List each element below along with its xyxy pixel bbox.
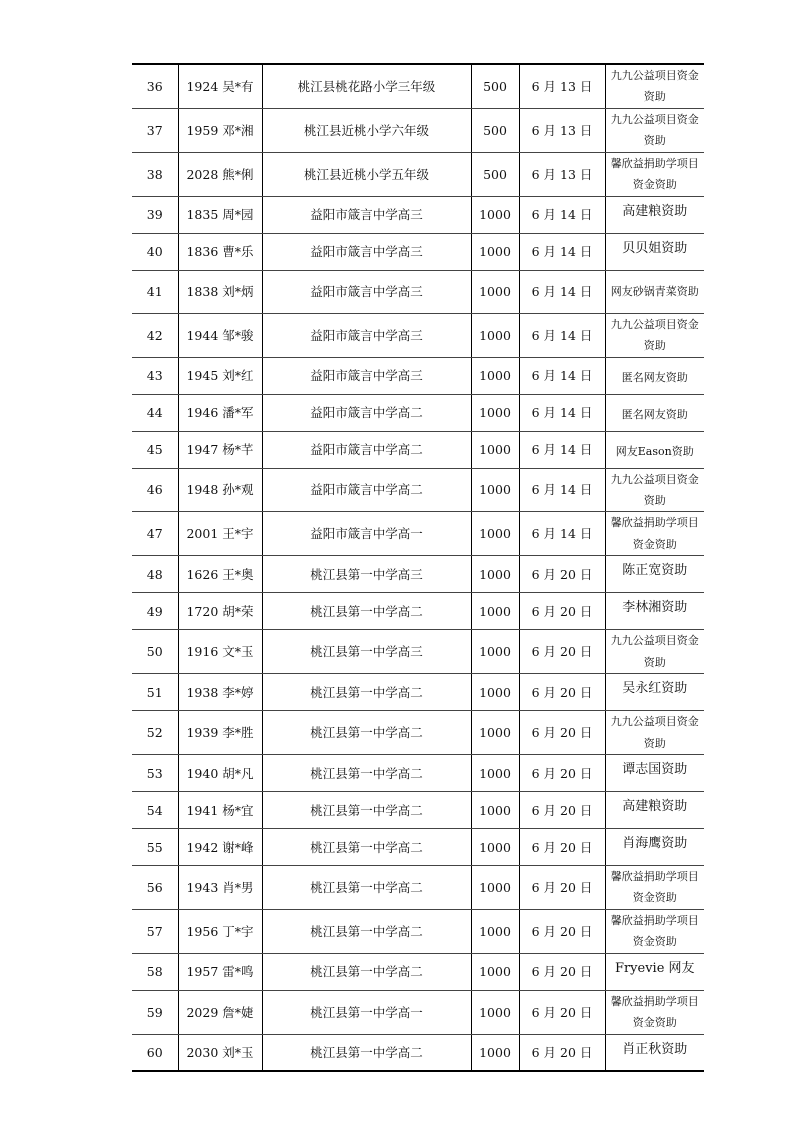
funding-source-cell: 九九公益项目资金资助 [605, 108, 704, 152]
date-cell: 6 月 14 日 [519, 394, 605, 431]
table-row [132, 512, 704, 556]
student-id-name-cell: 1947 杨*芊 [178, 431, 262, 468]
date-cell: 6 月 14 日 [519, 196, 605, 233]
student-id-name-cell: 1956 丁*宇 [178, 909, 262, 953]
table-row [132, 431, 704, 468]
amount-cell: 1000 [471, 866, 519, 910]
date-cell: 6 月 14 日 [519, 431, 605, 468]
amount-cell: 1000 [471, 829, 519, 866]
funding-source-cell: 九九公益项目资金资助 [605, 468, 704, 512]
row-number-cell: 44 [132, 394, 178, 431]
date-cell: 6 月 20 日 [519, 829, 605, 866]
row-number-cell: 45 [132, 431, 178, 468]
school-grade-cell: 桃江县近桃小学五年级 [262, 152, 471, 196]
amount-cell: 1000 [471, 468, 519, 512]
row-number-cell: 60 [132, 1034, 178, 1071]
date-cell: 6 月 20 日 [519, 909, 605, 953]
student-id-name-cell: 1957 雷*鸣 [178, 953, 262, 990]
table-row [132, 270, 704, 313]
row-number-cell: 49 [132, 593, 178, 630]
amount-cell: 1000 [471, 270, 519, 313]
table-row [132, 630, 704, 674]
row-number-cell: 51 [132, 674, 178, 711]
funding-source-cell: 九九公益项目资金资助 [605, 64, 704, 108]
row-number-cell: 41 [132, 270, 178, 313]
table-row [132, 108, 704, 152]
student-id-name-cell: 2029 詹*婕 [178, 990, 262, 1034]
funding-source-cell: 谭志国资助 [605, 755, 704, 792]
row-number-cell: 40 [132, 233, 178, 270]
date-cell: 6 月 13 日 [519, 108, 605, 152]
student-id-name-cell: 1836 曹*乐 [178, 233, 262, 270]
amount-cell: 1000 [471, 953, 519, 990]
table-row [132, 1034, 704, 1071]
school-grade-cell: 益阳市箴言中学高三 [262, 270, 471, 313]
student-id-name-cell: 1835 周*园 [178, 196, 262, 233]
amount-cell: 1000 [471, 593, 519, 630]
table-row [132, 196, 704, 233]
row-number-cell: 46 [132, 468, 178, 512]
row-number-cell: 50 [132, 630, 178, 674]
school-grade-cell: 桃江县桃花路小学三年级 [262, 64, 471, 108]
amount-cell: 1000 [471, 755, 519, 792]
student-id-name-cell: 1838 刘*炳 [178, 270, 262, 313]
date-cell: 6 月 20 日 [519, 630, 605, 674]
funding-source-cell: 馨欣益捐助学项目资金资助 [605, 512, 704, 556]
school-grade-cell: 益阳市箴言中学高三 [262, 357, 471, 394]
date-cell: 6 月 20 日 [519, 792, 605, 829]
date-cell: 6 月 20 日 [519, 711, 605, 755]
donation-table [132, 63, 704, 1072]
date-cell: 6 月 13 日 [519, 152, 605, 196]
school-grade-cell: 益阳市箴言中学高二 [262, 468, 471, 512]
funding-source-cell: 肖海鹰资助 [605, 829, 704, 866]
funding-source-cell: 馨欣益捐助学项目资金资助 [605, 909, 704, 953]
row-number-cell: 48 [132, 556, 178, 593]
school-grade-cell: 益阳市箴言中学高二 [262, 394, 471, 431]
amount-cell: 1000 [471, 630, 519, 674]
row-number-cell: 36 [132, 64, 178, 108]
amount-cell: 1000 [471, 196, 519, 233]
row-number-cell: 42 [132, 313, 178, 357]
student-id-name-cell: 2028 熊*俐 [178, 152, 262, 196]
school-grade-cell: 桃江县第一中学高二 [262, 1034, 471, 1071]
row-number-cell: 59 [132, 990, 178, 1034]
school-grade-cell: 桃江县第一中学高二 [262, 593, 471, 630]
amount-cell: 1000 [471, 233, 519, 270]
table-row [132, 394, 704, 431]
student-id-name-cell: 1626 王*奥 [178, 556, 262, 593]
row-number-cell: 39 [132, 196, 178, 233]
row-number-cell: 54 [132, 792, 178, 829]
funding-source-cell: 高建粮资助 [605, 196, 704, 233]
table-row [132, 711, 704, 755]
school-grade-cell: 益阳市箴言中学高一 [262, 512, 471, 556]
amount-cell: 1000 [471, 512, 519, 556]
row-number-cell: 52 [132, 711, 178, 755]
student-id-name-cell: 1959 邓*湘 [178, 108, 262, 152]
row-number-cell: 55 [132, 829, 178, 866]
student-id-name-cell: 2030 刘*玉 [178, 1034, 262, 1071]
school-grade-cell: 桃江县第一中学高二 [262, 829, 471, 866]
row-number-cell: 57 [132, 909, 178, 953]
table-row [132, 593, 704, 630]
date-cell: 6 月 14 日 [519, 313, 605, 357]
funding-source-cell: 肖正秋资助 [605, 1034, 704, 1071]
student-id-name-cell: 1943 肖*男 [178, 866, 262, 910]
row-number-cell: 47 [132, 512, 178, 556]
amount-cell: 500 [471, 64, 519, 108]
amount-cell: 1000 [471, 990, 519, 1034]
amount-cell: 1000 [471, 556, 519, 593]
amount-cell: 1000 [471, 1034, 519, 1071]
table-row [132, 468, 704, 512]
row-number-cell: 43 [132, 357, 178, 394]
date-cell: 6 月 20 日 [519, 1034, 605, 1071]
table-row [132, 674, 704, 711]
funding-source-cell: 高建粮资助 [605, 792, 704, 829]
funding-source-cell: 馨欣益捐助学项目资金资助 [605, 990, 704, 1034]
student-id-name-cell: 1924 吴*有 [178, 64, 262, 108]
date-cell: 6 月 20 日 [519, 953, 605, 990]
date-cell: 6 月 20 日 [519, 990, 605, 1034]
amount-cell: 1000 [471, 711, 519, 755]
school-grade-cell: 桃江县第一中学高二 [262, 866, 471, 910]
row-number-cell: 58 [132, 953, 178, 990]
date-cell: 6 月 20 日 [519, 593, 605, 630]
date-cell: 6 月 20 日 [519, 755, 605, 792]
table-row [132, 313, 704, 357]
table-row [132, 357, 704, 394]
funding-source-cell: 吴永红资助 [605, 674, 704, 711]
row-number-cell: 56 [132, 866, 178, 910]
date-cell: 6 月 20 日 [519, 866, 605, 910]
funding-source-cell: 九九公益项目资金资助 [605, 711, 704, 755]
row-number-cell: 37 [132, 108, 178, 152]
school-grade-cell: 桃江县第一中学高三 [262, 556, 471, 593]
funding-source-cell: 匿名网友资助 [605, 394, 704, 431]
amount-cell: 1000 [471, 909, 519, 953]
table-row [132, 909, 704, 953]
student-id-name-cell: 1945 刘*红 [178, 357, 262, 394]
table-row [132, 755, 704, 792]
amount-cell: 1000 [471, 431, 519, 468]
student-id-name-cell: 1940 胡*凡 [178, 755, 262, 792]
funding-source-cell: 匿名网友资助 [605, 357, 704, 394]
funding-source-cell: 网友砂锅青菜资助 [605, 270, 704, 313]
table-row [132, 990, 704, 1034]
amount-cell: 500 [471, 152, 519, 196]
row-number-cell: 53 [132, 755, 178, 792]
school-grade-cell: 桃江县第一中学高二 [262, 909, 471, 953]
student-id-name-cell: 1942 谢*峰 [178, 829, 262, 866]
student-id-name-cell: 1916 文*玉 [178, 630, 262, 674]
donation-table-body [132, 64, 704, 1071]
funding-source-cell: 馨欣益捐助学项目资金资助 [605, 866, 704, 910]
school-grade-cell: 益阳市箴言中学高三 [262, 313, 471, 357]
school-grade-cell: 益阳市箴言中学高二 [262, 431, 471, 468]
student-id-name-cell: 1944 邹*骏 [178, 313, 262, 357]
funding-source-cell: 九九公益项目资金资助 [605, 313, 704, 357]
table-row [132, 953, 704, 990]
school-grade-cell: 桃江县第一中学高一 [262, 990, 471, 1034]
school-grade-cell: 桃江县第一中学高二 [262, 674, 471, 711]
date-cell: 6 月 20 日 [519, 556, 605, 593]
date-cell: 6 月 13 日 [519, 64, 605, 108]
table-row [132, 152, 704, 196]
funding-source-cell: 馨欣益捐助学项目资金资助 [605, 152, 704, 196]
student-id-name-cell: 1946 潘*军 [178, 394, 262, 431]
amount-cell: 1000 [471, 357, 519, 394]
amount-cell: 1000 [471, 792, 519, 829]
table-row [132, 829, 704, 866]
school-grade-cell: 益阳市箴言中学高三 [262, 196, 471, 233]
school-grade-cell: 益阳市箴言中学高三 [262, 233, 471, 270]
table-row [132, 866, 704, 910]
date-cell: 6 月 14 日 [519, 357, 605, 394]
funding-source-cell: 网友Eason资助 [605, 431, 704, 468]
funding-source-cell: 九九公益项目资金资助 [605, 630, 704, 674]
date-cell: 6 月 14 日 [519, 468, 605, 512]
table-row [132, 233, 704, 270]
date-cell: 6 月 14 日 [519, 512, 605, 556]
amount-cell: 500 [471, 108, 519, 152]
student-id-name-cell: 1938 李*婷 [178, 674, 262, 711]
school-grade-cell: 桃江县第一中学高二 [262, 711, 471, 755]
funding-source-cell: 李林湘资助 [605, 593, 704, 630]
school-grade-cell: 桃江县第一中学高二 [262, 755, 471, 792]
student-id-name-cell: 1939 李*胜 [178, 711, 262, 755]
amount-cell: 1000 [471, 674, 519, 711]
school-grade-cell: 桃江县第一中学高二 [262, 953, 471, 990]
student-id-name-cell: 1941 杨*宜 [178, 792, 262, 829]
funding-source-cell: Fryevie 网友 [605, 953, 704, 990]
date-cell: 6 月 14 日 [519, 233, 605, 270]
date-cell: 6 月 20 日 [519, 674, 605, 711]
table-row [132, 556, 704, 593]
row-number-cell: 38 [132, 152, 178, 196]
funding-source-cell: 陈正宽资助 [605, 556, 704, 593]
school-grade-cell: 桃江县第一中学高二 [262, 792, 471, 829]
amount-cell: 1000 [471, 394, 519, 431]
table-row [132, 792, 704, 829]
student-id-name-cell: 1948 孙*观 [178, 468, 262, 512]
amount-cell: 1000 [471, 313, 519, 357]
school-grade-cell: 桃江县第一中学高三 [262, 630, 471, 674]
date-cell: 6 月 14 日 [519, 270, 605, 313]
school-grade-cell: 桃江县近桃小学六年级 [262, 108, 471, 152]
student-id-name-cell: 2001 王*宇 [178, 512, 262, 556]
student-id-name-cell: 1720 胡*荣 [178, 593, 262, 630]
funding-source-cell: 贝贝姐资助 [605, 233, 704, 270]
table-row [132, 64, 704, 108]
